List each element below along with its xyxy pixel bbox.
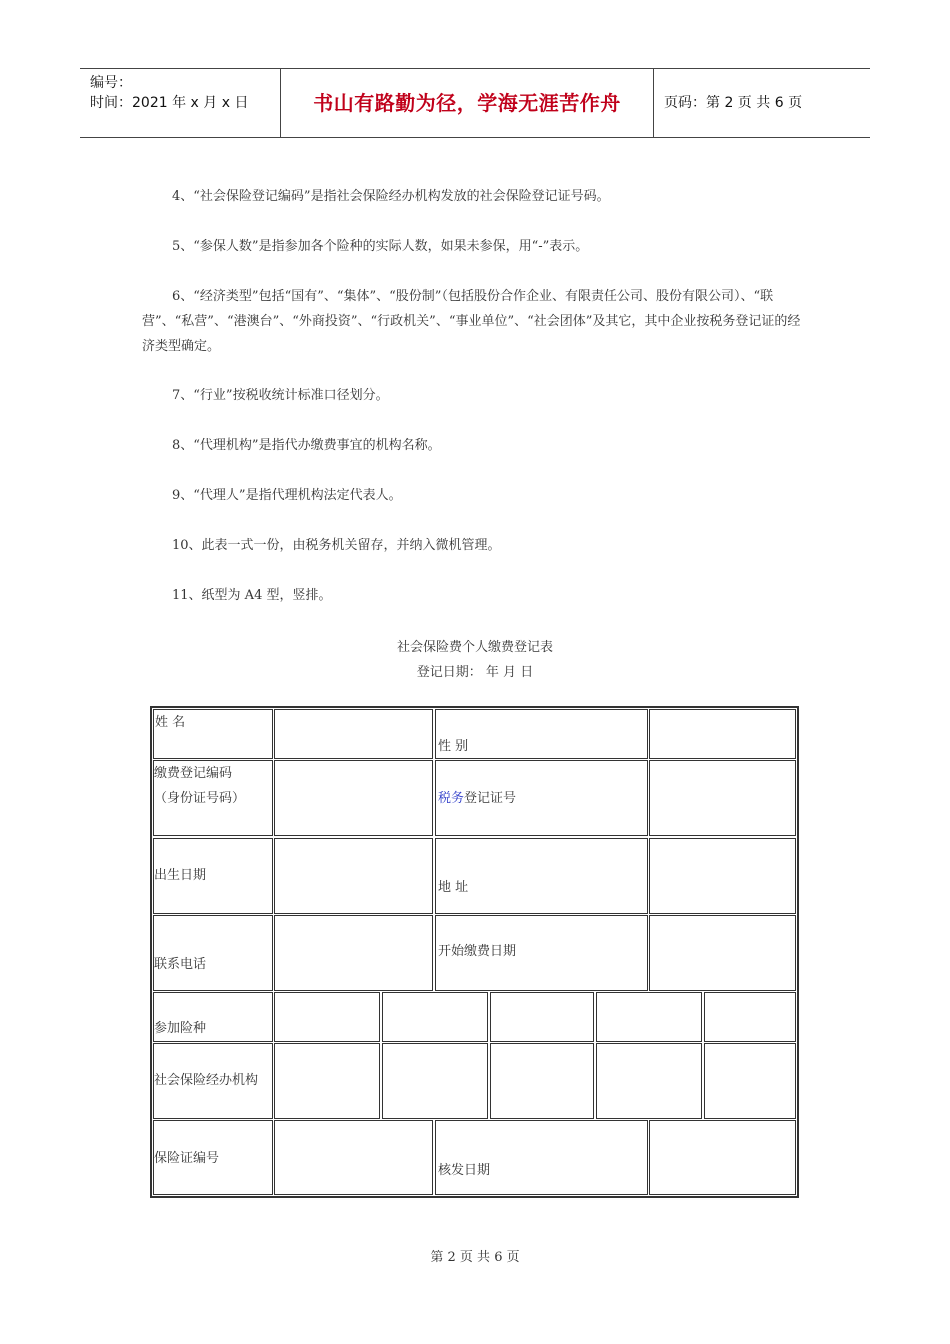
- agency-cell-2[interactable]: [382, 1043, 488, 1119]
- cert-no-label: 保险证编号: [154, 1151, 220, 1166]
- note-5: 5、“参保人数”是指参加各个险种的实际人数，如果未参保，用“-”表示。: [172, 239, 589, 254]
- note-4: 4、“社会保险登记编码”是指社会保险经办机构发放的社会保险登记证号码。: [172, 189, 610, 204]
- header-meta: [80, 69, 281, 137]
- reg-code-label: 缴费登记编码: [154, 766, 233, 781]
- note-6: 6、“经济类型”包括“国有”、“集体”、“股份制”（包括股份合作企业、有限责任公司、股份有限公司）、“联营”、“私营”、“港澳台”、“外商投资”、“行政机关”、“事业单位”、“社会团体”及其它，其中企业按税务登记证的经济类型确定。: [142, 289, 801, 354]
- cert-no-value-cell[interactable]: [274, 1120, 433, 1195]
- tax-reg-value-cell[interactable]: [649, 760, 796, 836]
- number-label: 编号：: [90, 75, 132, 91]
- agency-cell-3[interactable]: [490, 1043, 594, 1119]
- name-value-cell[interactable]: [274, 709, 433, 759]
- address-value-cell[interactable]: [649, 838, 796, 914]
- reg-code-value-cell[interactable]: [274, 760, 433, 836]
- time-label: 时间：2021 年 x 月 x 日: [90, 95, 249, 111]
- note-10: 10、此表一式一份，由税务机关留存，并纳入微机管理。: [172, 538, 501, 553]
- insurance-label: 参加险种: [154, 1021, 207, 1036]
- birth-label: 出生日期: [154, 868, 207, 883]
- insurance-cell-2[interactable]: [382, 992, 488, 1042]
- birth-value-cell[interactable]: [274, 838, 433, 914]
- agency-cell-1[interactable]: [274, 1043, 380, 1119]
- phone-value-cell[interactable]: [274, 915, 433, 991]
- note-9: 9、“代理人”是指代理机构法定代表人。: [172, 488, 402, 503]
- name-label: 姓 名: [155, 715, 186, 730]
- registration-form: [150, 706, 799, 1198]
- phone-label: 联系电话: [154, 957, 207, 972]
- page-footer: 第 2 页 共 6 页: [430, 1250, 520, 1265]
- page-header: [80, 68, 870, 138]
- address-label-cell: [435, 838, 648, 914]
- header-page-info: 页码：第 2 页 共 6 页: [664, 95, 803, 111]
- agency-label: 社会保险经办机构: [154, 1073, 259, 1088]
- address-label: 地 址: [438, 880, 469, 895]
- form-date-line: 登记日期： 年 月 日: [416, 665, 534, 680]
- phone-label-cell: [153, 915, 273, 991]
- gender-value-cell[interactable]: [649, 709, 796, 759]
- gender-label: 性 别: [438, 739, 469, 754]
- note-8: 8、“代理机构”是指代办缴费事宜的机构名称。: [172, 438, 441, 453]
- tax-reg-link-text: 税务: [438, 791, 465, 806]
- insurance-cell-4[interactable]: [596, 992, 702, 1042]
- note-11: 11、纸型为 A4 型，竖排。: [172, 588, 332, 603]
- start-date-value-cell[interactable]: [649, 915, 796, 991]
- insurance-cell-1[interactable]: [274, 992, 380, 1042]
- header-motto: 书山有路勤为径，学海无涯苦作舟: [281, 69, 654, 137]
- insurance-cell-3[interactable]: [490, 992, 594, 1042]
- reg-code-sublabel: （身份证号码）: [154, 791, 246, 806]
- start-date-label: 开始缴费日期: [438, 944, 517, 959]
- insurance-cell-5[interactable]: [704, 992, 796, 1042]
- form-title: 社会保险费个人缴费登记表: [396, 640, 553, 655]
- agency-cell-4[interactable]: [596, 1043, 702, 1119]
- tax-reg-label: 税务登记证号: [438, 791, 517, 806]
- issue-date-value-cell[interactable]: [649, 1120, 796, 1195]
- issue-date-label: 核发日期: [438, 1163, 491, 1178]
- issue-date-label-cell: [435, 1120, 648, 1195]
- agency-cell-5[interactable]: [704, 1043, 796, 1119]
- note-7: 7、“行业”按税收统计标准口径划分。: [172, 388, 389, 403]
